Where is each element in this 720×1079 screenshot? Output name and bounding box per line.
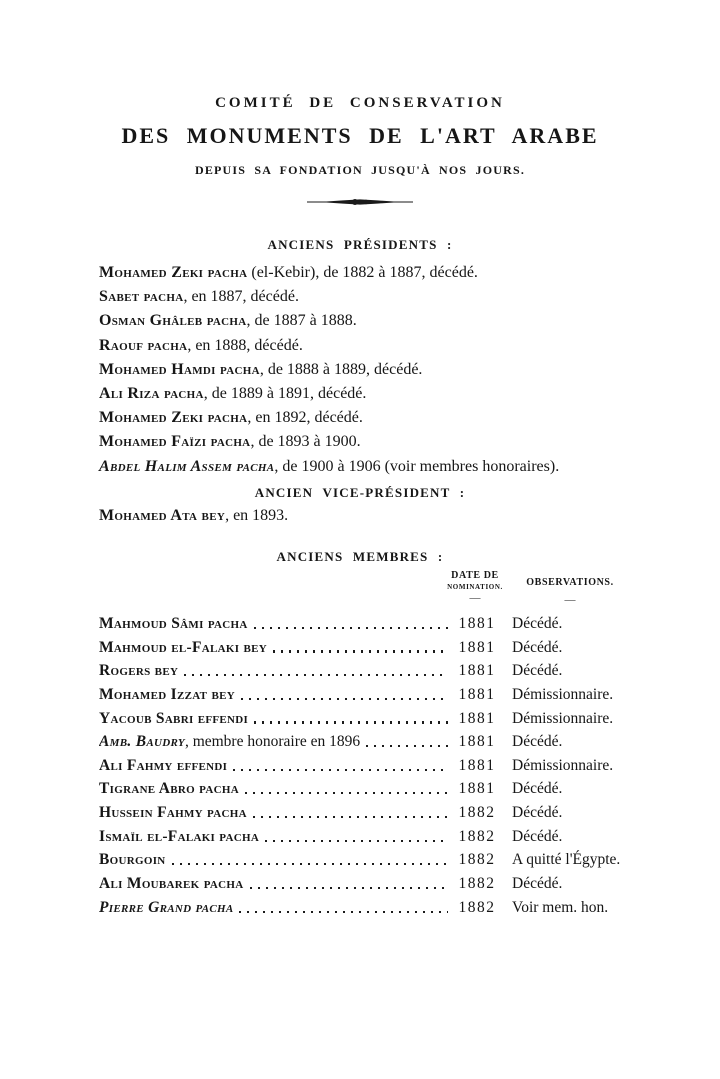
president-detail: , de 1893 à 1900. <box>250 433 361 451</box>
president-detail: , en 1888, décédé. <box>187 336 303 354</box>
president-name: Mohamed Zeki pacha <box>99 409 248 427</box>
president-detail: , de 1900 à 1906 (voir membres honoraires). <box>274 457 560 475</box>
table-row <box>99 875 649 899</box>
member-name-cell <box>99 710 451 728</box>
member-name: Mahmoud Sâmi pacha <box>99 615 248 632</box>
member-date: 1881 <box>458 685 496 703</box>
table-row <box>99 733 649 757</box>
president-name: Ali Riza pacha <box>99 385 204 403</box>
vice-president-heading: ANCIEN VICE-PRÉSIDENT : <box>254 485 466 500</box>
dotted-leader <box>273 650 448 652</box>
president-entry <box>99 406 692 430</box>
member-name-cell <box>99 780 451 798</box>
member-observation: Décédé. <box>512 638 563 656</box>
member-name: Ali Moubarek pacha <box>99 875 244 893</box>
president-name: Mohamed Faïzi pacha <box>99 433 251 451</box>
title-line-2: DES MONUMENTS DE L'ART ARABE <box>121 123 599 148</box>
member-date: 1881 <box>458 733 496 751</box>
member-observation: Décédé. <box>512 875 563 893</box>
member-name-cell <box>99 639 451 657</box>
member-name-suffix: , membre honoraire en 1896 <box>184 733 361 751</box>
dotted-leader <box>250 887 449 889</box>
president-entry <box>99 334 692 358</box>
president-name: Mohamed Zeki pacha <box>99 264 248 281</box>
member-name: Ismaïl el-Falaki pacha <box>99 827 260 845</box>
title-line-1: COMITÉ DE CONSERVATION <box>215 95 505 111</box>
member-date: 1881 <box>458 756 496 774</box>
member-name-cell <box>99 733 451 751</box>
member-observation: Décédé. <box>512 780 563 798</box>
president-name: Osman Ghâleb pacha <box>99 312 247 330</box>
president-entry <box>99 382 692 406</box>
member-name: Mahmoud el-Falaki bey <box>99 638 267 656</box>
member-date: 1881 <box>458 662 496 680</box>
member-name-cell <box>99 662 451 680</box>
member-name-cell <box>99 686 451 704</box>
member-name: Pierre Grand pacha <box>99 898 234 916</box>
member-name: Amb. Baudry <box>99 733 185 751</box>
member-name-cell <box>99 804 451 822</box>
president-entry <box>99 261 692 285</box>
column-header-observations <box>503 577 637 605</box>
vice-president-entry <box>99 507 692 525</box>
president-detail: , de 1888 à 1889, décédé. <box>259 360 423 378</box>
dotted-leader <box>184 674 448 676</box>
table-row <box>99 686 649 710</box>
member-observation: Décédé. <box>512 804 563 822</box>
member-name: Rogers bey <box>99 662 179 680</box>
member-name-cell <box>99 899 451 917</box>
member-observation: Démissionnaire. <box>512 756 614 774</box>
member-name-cell <box>99 757 451 775</box>
president-name: Raouf pacha <box>99 336 188 354</box>
vice-president-name: Mohamed Ata bey <box>99 507 226 524</box>
dotted-leader <box>254 721 448 723</box>
member-observation: Décédé. <box>512 662 563 680</box>
president-name: Mohamed Hamdi pacha <box>99 360 260 378</box>
member-date: 1882 <box>458 827 496 845</box>
dotted-leader <box>245 792 448 794</box>
member-observation: Décédé. <box>512 615 563 632</box>
member-name: Bourgoin <box>99 851 166 869</box>
member-name: Hussein Fahmy pacha <box>99 804 247 822</box>
member-name: Yacoub Sabri effendi <box>99 709 249 727</box>
member-observation: Voir mem. hon. <box>512 898 609 916</box>
member-observation: Démissionnaire. <box>512 709 614 727</box>
column-header-date-line1: DATE DE <box>451 570 499 581</box>
president-detail: (el-Kebir), de 1882 à 1887, décédé. <box>247 264 478 281</box>
members-table <box>99 615 649 922</box>
dotted-leader <box>233 769 448 771</box>
member-date: 1881 <box>458 780 496 798</box>
president-detail: , de 1887 à 1888. <box>246 312 357 330</box>
member-observation: Décédé. <box>512 827 563 845</box>
member-name-cell <box>99 828 451 846</box>
vice-president-detail: , en 1893. <box>225 507 289 524</box>
dotted-leader <box>253 816 448 818</box>
member-date: 1881 <box>458 709 496 727</box>
table-row <box>99 828 649 852</box>
president-name: Abdel Halim Assem pacha <box>99 457 275 475</box>
table-row <box>99 662 649 686</box>
ornament-divider <box>0 194 720 212</box>
president-entry <box>99 285 692 309</box>
member-date: 1881 <box>458 615 496 632</box>
member-observation: A quitté l'Égypte. <box>512 851 621 869</box>
table-row <box>99 615 649 639</box>
president-name: Sabet pacha <box>99 288 184 306</box>
president-entry <box>99 430 692 454</box>
subtitle: DEPUIS SA FONDATION JUSQU'À NOS JOURS. <box>194 163 526 177</box>
table-row <box>99 899 649 923</box>
member-date: 1882 <box>458 804 496 822</box>
president-entry <box>99 358 692 382</box>
president-entry <box>99 455 692 479</box>
president-detail: , en 1892, décédé. <box>247 409 363 427</box>
presidents-heading: ANCIENS PRÉSIDENTS : <box>267 237 453 252</box>
table-row <box>99 851 649 875</box>
member-observation: Décédé. <box>512 733 563 751</box>
member-observation: Démissionnaire. <box>512 685 614 703</box>
member-name-cell <box>99 851 451 869</box>
column-header-date <box>440 570 510 603</box>
dotted-leader <box>172 863 448 865</box>
table-row <box>99 639 649 663</box>
president-detail: , de 1889 à 1891, décédé. <box>203 385 367 403</box>
presidents-list <box>99 261 692 479</box>
column-header-dash: — <box>469 592 481 604</box>
member-date: 1882 <box>458 875 496 893</box>
dotted-leader <box>239 911 448 913</box>
table-row <box>99 780 649 804</box>
table-row <box>99 804 649 828</box>
table-row <box>99 757 649 781</box>
member-name: Mohamed Izzat bey <box>99 685 235 703</box>
table-row <box>99 710 649 734</box>
member-name: Tigrane Abro pacha <box>99 780 239 798</box>
member-name-cell <box>99 875 451 893</box>
member-date: 1882 <box>458 851 496 869</box>
member-name-cell <box>99 615 451 633</box>
member-name: Ali Fahmy effendi <box>99 756 228 774</box>
column-header-dash: — <box>564 594 576 606</box>
president-detail: , en 1887, décédé. <box>183 288 299 306</box>
dotted-leader <box>265 840 448 842</box>
column-header-date-line2: NOMINATION. <box>447 583 503 591</box>
dotted-leader <box>241 698 448 700</box>
president-entry <box>99 309 692 333</box>
dotted-leader <box>366 745 448 747</box>
dotted-leader <box>254 627 448 629</box>
member-date: 1882 <box>458 898 496 916</box>
members-heading: ANCIENS MEMBRES : <box>276 549 444 564</box>
column-header-observations-label: OBSERVATIONS. <box>526 577 614 588</box>
member-date: 1881 <box>458 638 496 656</box>
